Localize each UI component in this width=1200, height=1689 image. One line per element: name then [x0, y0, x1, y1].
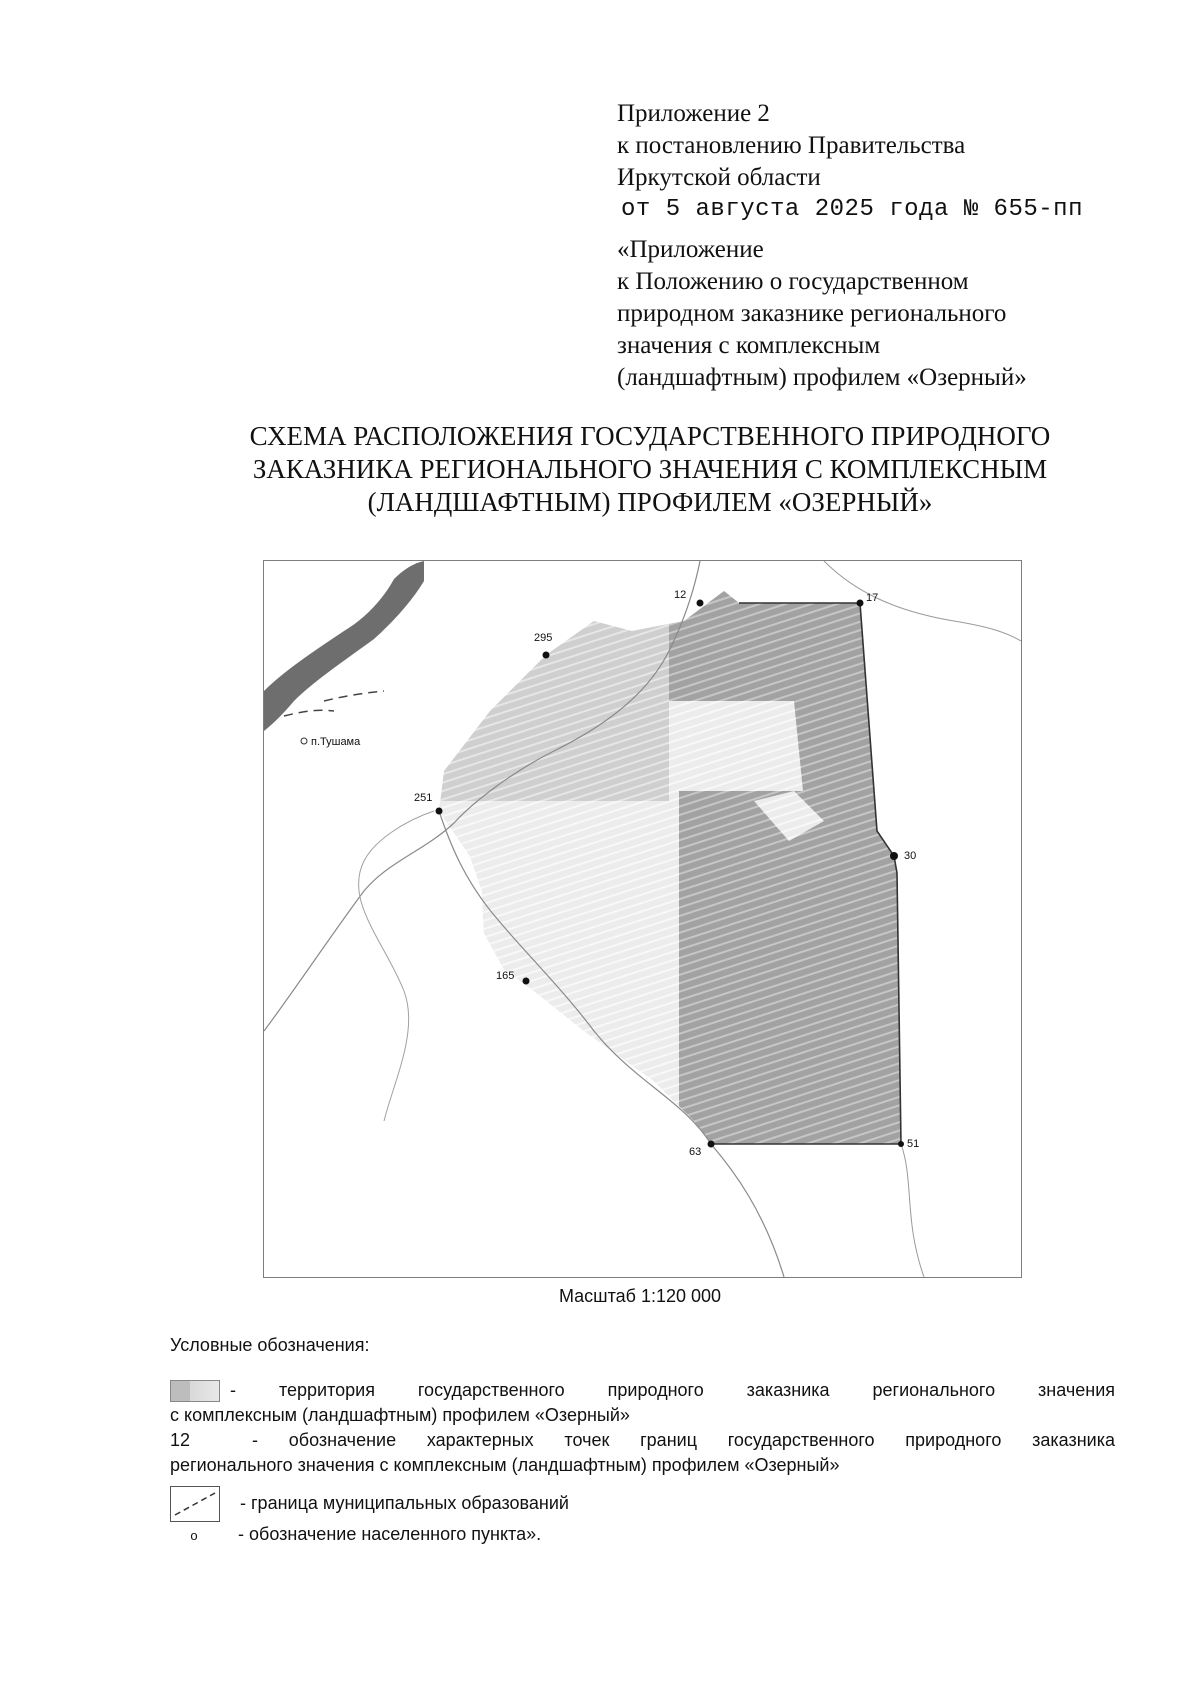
river-southeast [901, 1144, 924, 1277]
legend-territory-text-1: - территория государственного природного заказника регионального значения [230, 1380, 1115, 1400]
header-appendix-number: Приложение 2 [617, 100, 770, 127]
title-line-2: ЗАКАЗНИКА РЕГИОНАЛЬНОГО ЗНАЧЕНИЯ С КОМПЛЕКСНЫМ [252, 454, 1048, 484]
header-date-number: от 5 августа 2025 года № 655-пп [621, 196, 1083, 223]
reserve-map [263, 560, 1022, 1278]
reservoir-shape [264, 561, 424, 731]
point-251-label: 251 [414, 792, 433, 804]
settlement-circle-icon: o [190, 1528, 198, 1543]
point-51-marker [898, 1141, 904, 1147]
point-295-marker [543, 652, 550, 659]
header-reserve-line1: природном заказнике регионального [617, 300, 1007, 327]
legend-points-text-2: регионального значения с комплексным (ландшафтным) профилем «Озерный» [170, 1455, 840, 1475]
map-canvas [264, 561, 1021, 1277]
title-line-1: СХЕМА РАСПОЛОЖЕНИЯ ГОСУДАРСТВЕННОГО ПРИРОДНОГО [249, 421, 1051, 451]
point-12-label: 12 [674, 589, 687, 601]
title-line-3: (ЛАНДШАФТНЫМ) ПРОФИЛЕМ «ОЗЕРНЫЙ» [367, 487, 933, 517]
point-30-marker [890, 852, 898, 860]
point-295-label: 295 [534, 632, 553, 644]
point-165-label: 165 [496, 970, 515, 982]
legend-points-text-1: - обозначение характерных точек границ государственного природного заказника [252, 1430, 1115, 1450]
settlement-label: п.Тушама [311, 736, 361, 748]
map-scale: Масштаб 1:120 000 [558, 1286, 722, 1306]
point-17-marker [857, 600, 864, 607]
header-reserve-line2: значения с комплексным [617, 332, 881, 359]
point-63-label: 63 [689, 1146, 702, 1158]
swatch-icon [170, 1380, 220, 1402]
legend-territory-text-2: с комплексным (ландшафтным) профилем «Озерный» [170, 1405, 630, 1425]
legend-boundary-text: - граница муниципальных образований [240, 1492, 569, 1513]
point-165-marker [523, 978, 530, 985]
settlement-marker [301, 738, 307, 744]
header-regulation-ref: к Положению о государственном [617, 268, 969, 295]
legend-title: Условные обозначения: [170, 1335, 370, 1355]
legend-points-number: 12 [170, 1430, 191, 1450]
legend-boundary-row [170, 1486, 1115, 1522]
header-reserve-line3: (ландшафтным) профилем «Озерный» [617, 364, 1027, 391]
legend-settlement-row [170, 1522, 1115, 1548]
point-30-label: 30 [904, 850, 917, 862]
legend-points-row [170, 1428, 1115, 1453]
page-title [120, 420, 1180, 519]
legend [170, 1333, 1115, 1548]
legend-settlement-text: - обозначение населенного пункта». [238, 1524, 542, 1544]
point-17-label: 17 [866, 592, 879, 604]
point-251-marker [436, 808, 443, 815]
reserve-territory [264, 561, 1021, 1277]
header-decree-ref: к постановлению Правительства [617, 132, 966, 159]
header-inner-appendix: «Приложение [617, 236, 764, 263]
header-region: Иркутской области [617, 164, 821, 191]
river-west [359, 811, 434, 1121]
boundary-line-icon [170, 1486, 220, 1522]
point-51-label: 51 [907, 1138, 920, 1150]
legend-territory-row [170, 1378, 1115, 1403]
document-header [617, 98, 1177, 394]
point-12-marker [697, 600, 704, 607]
point-63-marker [708, 1141, 715, 1148]
